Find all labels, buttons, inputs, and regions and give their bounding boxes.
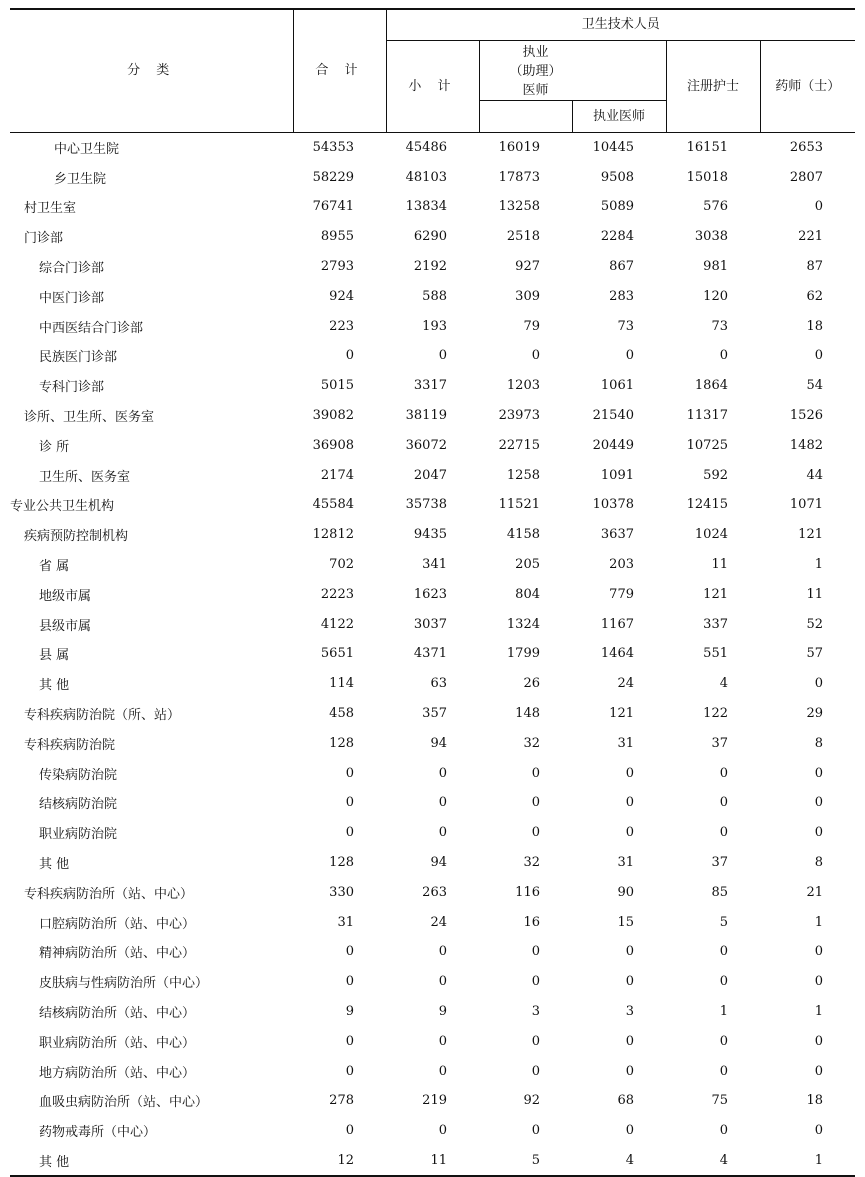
cell-value: 203 [609,557,634,573]
cell-value: 1203 [506,378,540,394]
table-row [10,132,855,162]
cell-value: 21540 [592,408,634,424]
table-row [10,758,855,788]
row-category: 门诊部 [24,231,64,247]
cell-value: 0 [719,1123,728,1139]
cell-value: 18 [806,1093,823,1109]
row-category: 专科疾病防治所（站、中心） [24,886,194,902]
table-row [10,609,855,639]
cell-value: 2223 [320,586,354,602]
cell-value: 309 [515,288,540,304]
cell-value: 31 [617,735,634,751]
table-row [10,728,855,758]
health-personnel-table [10,8,855,1177]
cell-value: 1623 [413,586,447,602]
cell-value: 2793 [320,259,354,275]
cell-value: 3 [625,1004,634,1019]
header-pharmacist: 药师（士） [760,40,855,132]
cell-value: 0 [719,825,728,841]
table-row [10,550,855,580]
header-spacer [479,100,572,132]
cell-value: 283 [609,288,634,304]
cell-value: 11317 [686,408,728,424]
cell-value: 205 [515,557,540,573]
header-practicing-doctor: 执业医师 [572,100,666,132]
cell-value: 927 [515,259,540,275]
row-category: 皮肤病与性病防治所（中心） [39,976,209,992]
cell-value: 0 [438,348,447,364]
table-row [10,1146,855,1177]
row-category: 疾病预防控制机构 [24,529,129,545]
table-row [10,788,855,818]
cell-value: 16151 [686,139,728,155]
row-category: 诊所、卫生所、医务室 [24,410,155,426]
cell-value: 24 [430,914,447,930]
cell-value: 4158 [506,527,540,543]
cell-value: 94 [430,855,447,871]
header-group-health-tech-staff: 卫生技术人员 [386,9,855,40]
table-row [10,371,855,401]
cell-value: 588 [422,288,447,304]
table-row [10,281,855,311]
cell-value: 1 [814,1004,823,1019]
cell-value: 0 [345,1063,354,1079]
cell-value: 702 [329,557,354,573]
cell-value: 0 [719,974,728,990]
table-row [10,967,855,997]
table-row [10,460,855,490]
cell-value: 45584 [312,497,354,513]
table-row [10,848,855,878]
cell-value: 2192 [413,259,447,275]
cell-value: 37 [711,735,728,751]
cell-value: 3038 [694,229,728,245]
table-row [10,1086,855,1116]
cell-value: 0 [814,825,823,841]
cell-value: 0 [531,348,540,364]
cell-value: 37 [711,855,728,871]
row-category: 结核病防治院 [39,797,118,813]
cell-value: 5015 [320,378,354,394]
row-category: 综合门诊部 [39,261,105,277]
cell-value: 29 [806,706,823,722]
cell-value: 20449 [592,437,634,453]
cell-value: 0 [438,1033,447,1049]
cell-value: 592 [703,467,728,483]
cell-value: 0 [438,765,447,781]
row-category: 精神病防治所（站、中心） [39,946,196,962]
table-row [10,222,855,252]
cell-value: 1167 [600,616,634,632]
cell-value: 0 [345,765,354,781]
cell-value: 1799 [506,646,540,662]
cell-value: 0 [814,1123,823,1139]
row-category: 专科疾病防治院（所、站） [24,708,181,724]
cell-value: 0 [814,199,823,215]
table-row [10,311,855,341]
cell-value: 0 [719,1033,728,1049]
cell-value: 0 [531,1063,540,1079]
cell-value: 148 [515,706,540,722]
cell-value: 121 [703,586,728,602]
row-category: 其 他 [39,678,70,694]
cell-value: 54353 [312,139,354,155]
cell-value: 551 [703,646,728,662]
cell-value: 87 [806,259,823,275]
cell-value: 58229 [312,169,354,185]
cell-value: 0 [814,944,823,960]
row-category: 其 他 [39,857,70,873]
cell-value: 0 [814,348,823,364]
cell-value: 5651 [320,646,354,662]
cell-value: 1091 [600,467,634,483]
table-row [10,907,855,937]
cell-value: 85 [711,884,728,900]
cell-value: 9508 [600,169,634,185]
cell-value: 1071 [789,497,823,513]
row-category: 地方病防治所（站、中心） [39,1065,196,1081]
cell-value: 278 [329,1093,354,1109]
cell-value: 0 [345,1033,354,1049]
cell-value: 24 [617,676,634,692]
cell-value: 5089 [600,199,634,215]
cell-value: 0 [625,825,634,841]
cell-value: 2518 [506,229,540,245]
cell-value: 193 [422,318,447,334]
cell-value: 5 [719,914,728,930]
cell-value: 0 [531,1123,540,1139]
row-category: 村卫生室 [24,201,77,217]
cell-value: 0 [625,974,634,990]
cell-value: 9435 [413,527,447,543]
table-row [10,937,855,967]
row-category: 职业病防治院 [39,827,118,843]
row-category: 职业病防治所（站、中心） [39,1035,196,1051]
cell-value: 576 [703,199,728,215]
table-row [10,639,855,669]
table-row [10,579,855,609]
cell-value: 1482 [789,437,823,453]
cell-value: 0 [345,944,354,960]
cell-value: 2047 [413,467,447,483]
cell-value: 8 [814,855,823,871]
table-row [10,192,855,222]
cell-value: 1526 [789,408,823,424]
cell-value: 63 [430,676,447,692]
table-row [10,401,855,431]
cell-value: 2174 [320,467,354,483]
cell-value: 0 [438,1123,447,1139]
header-practicing-assistant-doctor [479,40,666,100]
cell-value: 0 [438,1063,447,1079]
cell-value: 458 [329,706,354,722]
cell-value: 15 [617,914,634,930]
cell-value: 357 [422,706,447,722]
cell-value: 116 [515,884,540,900]
cell-value: 0 [438,944,447,960]
table-row [10,877,855,907]
row-category: 中医门诊部 [39,290,105,306]
cell-value: 1024 [694,527,728,543]
cell-value: 92 [523,1093,540,1109]
cell-value: 3037 [413,616,447,632]
cell-value: 16019 [498,139,540,155]
cell-value: 263 [422,884,447,900]
cell-value: 0 [531,974,540,990]
cell-value: 8 [814,735,823,751]
cell-value: 121 [609,706,634,722]
row-category: 专业公共卫生机构 [10,499,115,515]
cell-value: 0 [438,795,447,811]
cell-value: 1258 [506,467,540,483]
cell-value: 0 [625,944,634,960]
cell-value: 22715 [498,437,540,453]
cell-value: 57 [806,646,823,662]
cell-value: 341 [422,557,447,573]
row-category: 诊 所 [39,439,70,455]
row-category: 中西医结合门诊部 [39,320,144,336]
row-category: 县 属 [39,648,70,664]
cell-value: 0 [531,944,540,960]
row-category: 血吸虫病防治所（站、中心） [39,1095,209,1111]
cell-value: 23973 [498,408,540,424]
row-category: 专科疾病防治院 [24,737,116,753]
cell-value: 4 [572,1146,666,1177]
cell-value: 4371 [413,646,447,662]
cell-value: 1864 [694,378,728,394]
table-row [10,1116,855,1146]
cell-value: 223 [329,318,354,334]
table-row [10,341,855,371]
cell-value: 0 [345,348,354,364]
cell-value: 2653 [789,139,823,155]
header-category: 分 类 [10,9,293,132]
cell-value: 6290 [413,229,447,245]
cell-value: 36908 [312,437,354,453]
cell-value: 54 [806,378,823,394]
cell-value: 39082 [312,408,354,424]
row-category: 卫生所、医务室 [39,469,131,485]
cell-value: 36072 [405,437,447,453]
cell-value: 330 [329,884,354,900]
cell-value: 2807 [789,169,823,185]
cell-value: 4122 [320,616,354,632]
cell-value: 26 [523,676,540,692]
cell-value: 0 [719,1063,728,1079]
cell-value: 13258 [498,199,540,215]
cell-value: 0 [719,795,728,811]
cell-value: 18 [806,318,823,334]
cell-value: 12812 [312,527,354,543]
cell-value: 48103 [405,169,447,185]
row-category: 其 他 [10,1146,293,1177]
header-total: 合 计 [293,9,386,132]
cell-value: 337 [703,616,728,632]
cell-value: 1 [814,914,823,930]
cell-value: 0 [814,974,823,990]
row-category: 地级市属 [39,588,92,604]
cell-value: 981 [703,259,728,275]
cell-value: 3637 [600,527,634,543]
cell-value: 0 [345,795,354,811]
cell-value: 9 [345,1004,354,1019]
table-row [10,252,855,282]
cell-value: 68 [617,1093,634,1109]
cell-value: 17873 [498,169,540,185]
cell-value: 32 [523,855,540,871]
cell-value: 79 [523,318,540,334]
table-row [10,1026,855,1056]
cell-value: 1061 [600,378,634,394]
cell-value: 62 [806,288,823,304]
cell-value: 15018 [686,169,728,185]
row-category: 结核病防治所（站、中心） [39,1006,196,1021]
cell-value: 73 [711,318,728,334]
cell-value: 0 [345,825,354,841]
cell-value: 219 [422,1093,447,1109]
table-row [10,818,855,848]
cell-value: 121 [798,527,823,543]
row-category: 中心卫生院 [54,141,120,157]
cell-value: 0 [345,1123,354,1139]
cell-value: 128 [329,735,354,751]
cell-value: 1 [719,1004,728,1019]
table-row [10,520,855,550]
cell-value: 0 [531,795,540,811]
cell-value: 44 [806,467,823,483]
cell-value: 0 [345,974,354,990]
cell-value: 0 [438,974,447,990]
cell-value: 11 [386,1146,479,1177]
cell-value: 804 [515,586,540,602]
cell-value: 10445 [592,139,634,155]
table-row [10,162,855,192]
table-body [10,132,855,1176]
cell-value: 0 [625,1123,634,1139]
cell-value: 4 [666,1146,760,1177]
cell-value: 31 [617,855,634,871]
cell-value: 32 [523,735,540,751]
row-category: 专科门诊部 [39,380,105,396]
cell-value: 0 [625,765,634,781]
cell-value: 0 [531,825,540,841]
cell-value: 4 [719,676,728,692]
cell-value: 8955 [320,229,354,245]
cell-value: 21 [806,884,823,900]
cell-value: 12415 [686,497,728,513]
row-category: 县级市属 [39,618,92,634]
row-category: 传染病防治院 [39,767,118,783]
cell-value: 13834 [405,199,447,215]
cell-value: 122 [703,706,728,722]
table-row [10,699,855,729]
cell-value: 11 [806,586,823,602]
header-registered-nurse: 注册护士 [666,40,760,132]
cell-value: 0 [814,795,823,811]
cell-value: 31 [337,914,354,930]
cell-value: 5 [479,1146,572,1177]
cell-value: 114 [329,676,354,692]
cell-value: 779 [609,586,634,602]
cell-value: 38119 [405,408,447,424]
cell-value: 867 [609,259,634,275]
cell-value: 924 [329,288,354,304]
cell-value: 94 [430,735,447,751]
row-category: 民族医门诊部 [39,350,118,366]
cell-value: 90 [617,884,634,900]
cell-value: 3 [531,1004,540,1019]
cell-value: 1464 [600,646,634,662]
cell-value: 3317 [413,378,447,394]
cell-value: 16 [523,914,540,930]
cell-value: 0 [625,795,634,811]
cell-value: 12 [293,1146,386,1177]
cell-value: 1 [760,1146,855,1177]
cell-value: 0 [719,348,728,364]
header-subtotal: 小 计 [386,40,479,132]
cell-value: 75 [711,1093,728,1109]
cell-value: 120 [703,288,728,304]
cell-value: 0 [625,1033,634,1049]
cell-value: 10725 [686,437,728,453]
cell-value: 0 [531,765,540,781]
table-row [10,490,855,520]
table-row [10,669,855,699]
table-row [10,997,855,1027]
cell-value: 10378 [592,497,634,513]
row-category: 乡卫生院 [54,171,107,187]
cell-value: 1324 [506,616,540,632]
cell-value: 0 [625,348,634,364]
table-row [10,430,855,460]
cell-value: 0 [625,1063,634,1079]
cell-value: 9 [438,1004,447,1019]
row-category: 省 属 [39,559,70,575]
cell-value: 0 [719,765,728,781]
table-row [10,1056,855,1086]
cell-value: 0 [814,1033,823,1049]
cell-value: 52 [806,616,823,632]
cell-value: 35738 [405,497,447,513]
row-category: 口腔病防治所（站、中心） [39,916,196,932]
cell-value: 0 [719,944,728,960]
cell-value: 1 [814,557,823,573]
cell-value: 221 [798,229,823,245]
cell-value: 45486 [405,139,447,155]
cell-value: 128 [329,855,354,871]
cell-value: 76741 [312,199,354,215]
header-practicing-assistant-text: 执业 （助理） 医师 [509,44,562,98]
cell-value: 0 [531,1033,540,1049]
row-category: 药物戒毒所（中心） [39,1125,157,1141]
cell-value: 73 [617,318,634,334]
cell-value: 2284 [600,229,634,245]
cell-value: 0 [814,676,823,692]
cell-value: 11 [711,557,728,573]
cell-value: 11521 [498,497,540,513]
cell-value: 0 [438,825,447,841]
cell-value: 0 [814,765,823,781]
cell-value: 0 [814,1063,823,1079]
